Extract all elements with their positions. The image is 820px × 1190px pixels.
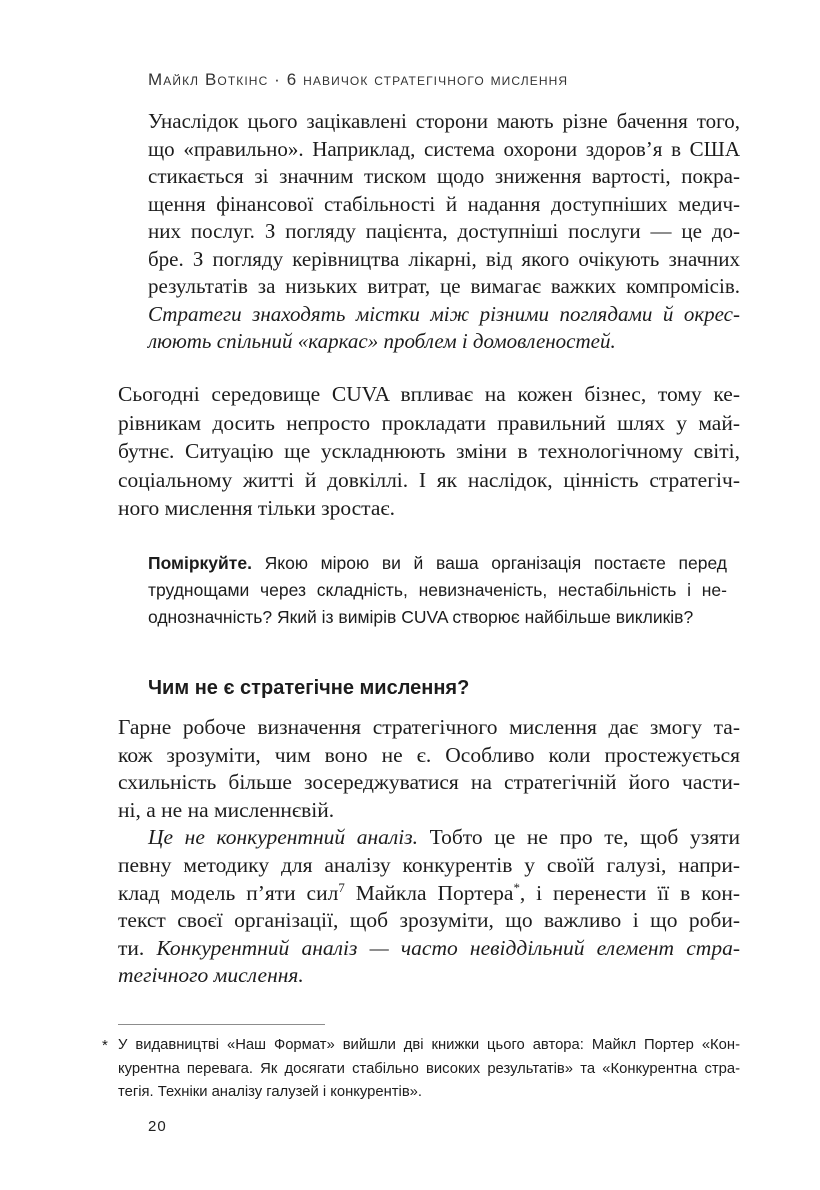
italic-text: Стратеги знаходять містки між різними поглядами й окрес-	[148, 301, 740, 326]
text-run: щення фінансової стабільності й надання доступніших медич-	[148, 191, 740, 216]
quote-line	[148, 301, 740, 329]
text-run: ного мислення тільки зростає.	[118, 496, 395, 520]
text-run: труднощами через складність, невизначеність, нестабільність і не-	[148, 580, 727, 600]
italic-text: тегічного мислення.	[118, 963, 304, 988]
italic-text: люють спільний «каркас» проблем і домовленостей.	[148, 329, 616, 353]
text-run: , і перенести її в кон-	[519, 880, 740, 905]
text-run: ти.	[118, 935, 157, 960]
body-paragraph	[118, 380, 740, 523]
paragraph-line	[118, 714, 740, 742]
text-run: курентна перевага. Як досягати стабільно високих результатів» та «Конкурентна стра-	[118, 1060, 740, 1077]
text-run: У видавництві «Наш Формат» вийшли дві книжки цього автора: Майкл Портер «Кон-	[118, 1037, 740, 1053]
quote-line	[148, 328, 740, 356]
text-run: Тобто це не про те, щоб узяти	[418, 825, 740, 850]
footnote-marker: *	[102, 1037, 108, 1054]
paragraph-line	[118, 466, 740, 495]
paragraph-line	[118, 742, 740, 770]
body-paragraph	[118, 824, 740, 990]
text-run: Унаслідок цього зацікавлені сторони мають різне бачення того,	[148, 109, 740, 133]
quote-line	[148, 163, 740, 191]
paragraph-line	[148, 824, 740, 852]
footnote-reference: *	[513, 880, 520, 895]
quote-line	[148, 108, 740, 136]
paragraph-line	[118, 907, 740, 935]
callout-line	[148, 577, 727, 604]
text-run: бутнє. Ситуацію ще ускладнюють зміни в технологічному світі,	[118, 439, 740, 463]
text-run: тегія. Техніки аналізу галузей і конкурентів».	[118, 1084, 423, 1100]
footnote-line	[118, 1034, 740, 1058]
paragraph-line	[118, 409, 740, 438]
text-run: що «правильно». Наприклад, система охорони здоров’я в США	[148, 136, 740, 161]
text-run: Сьогодні середовище CUVA впливає на кожен бізнес, тому ке-	[118, 382, 740, 406]
quote-line	[148, 136, 740, 164]
text-run: соціальному житті й довкіллі. І як наслідок, цінність стратегіч-	[118, 467, 740, 492]
text-run: кож зрозуміти, чим воно не є. Особливо коли простежується	[118, 742, 740, 767]
quote-line	[148, 191, 740, 219]
running-header: Майкл Воткінс · 6 навичок стратегічного мислення	[148, 70, 569, 89]
paragraph-line	[118, 494, 740, 523]
text-run: клад модель п’яти сил	[118, 880, 339, 905]
text-run: однозначність? Який із вимірів CUVA створює найбільше викликів?	[148, 607, 694, 627]
quote-line	[148, 218, 740, 246]
bold-text: Поміркуйте.	[148, 553, 252, 573]
text-run: певну методику для аналізу конкурентів у своїй галузі, напри-	[118, 852, 740, 877]
text-run: Якою мірою ви й ваша організація постаєте перед	[251, 553, 727, 573]
body-paragraph	[118, 714, 740, 824]
footnote-line	[118, 1081, 740, 1105]
text-run: Майкла Портера	[344, 880, 514, 905]
paragraph-line	[118, 962, 740, 990]
footnote-text	[118, 1034, 740, 1105]
paragraph-line	[118, 380, 740, 409]
quote-line	[148, 246, 740, 274]
section-heading: Чим не є стратегічне мислення?	[148, 677, 470, 699]
paragraph-line	[118, 769, 740, 797]
paragraph-line	[118, 797, 740, 825]
indented-quote	[148, 108, 740, 356]
callout-line	[148, 604, 727, 631]
text-run: результатів за низьких витрат, це вимагає важких компромісів.	[148, 274, 740, 298]
paragraph-line	[118, 437, 740, 466]
text-run: рівникам досить непросто прокладати правильний шлях у май-	[118, 410, 740, 435]
text-run: текст своєї організації, щоб зрозуміти, що важливо і що роби-	[118, 908, 740, 933]
paragraph-line	[118, 852, 740, 880]
callout-line	[148, 550, 727, 577]
text-run: них послуг. З погляду пацієнта, доступніші послуги — це до-	[148, 219, 740, 243]
paragraph-line	[118, 935, 740, 963]
text-run: Гарне робоче визначення стратегічного мислення дає змогу та-	[118, 715, 740, 739]
text-run: бре. З погляду керівництва лікарні, від якого очікують значних	[148, 246, 740, 271]
quote-line	[148, 273, 740, 301]
footnote-line	[118, 1058, 740, 1082]
italic-text: Конкурентний аналіз — часто невіддільний елемент стра-	[156, 935, 740, 960]
paragraph-line	[118, 880, 740, 908]
footnote-reference: 7	[338, 880, 345, 895]
italic-text: Це не конкурентний аналіз.	[148, 825, 418, 850]
page-number: 20	[148, 1118, 167, 1135]
text-run: стикається зі значним тиском щодо зниження вартості, покра-	[148, 164, 740, 188]
text-run: схильність більше зосереджуватися на стратегічній його части-	[118, 770, 740, 795]
reflection-callout	[148, 550, 727, 631]
text-run: ні, а не на мисленнєвій.	[118, 797, 335, 822]
footnote-divider	[118, 1024, 325, 1025]
